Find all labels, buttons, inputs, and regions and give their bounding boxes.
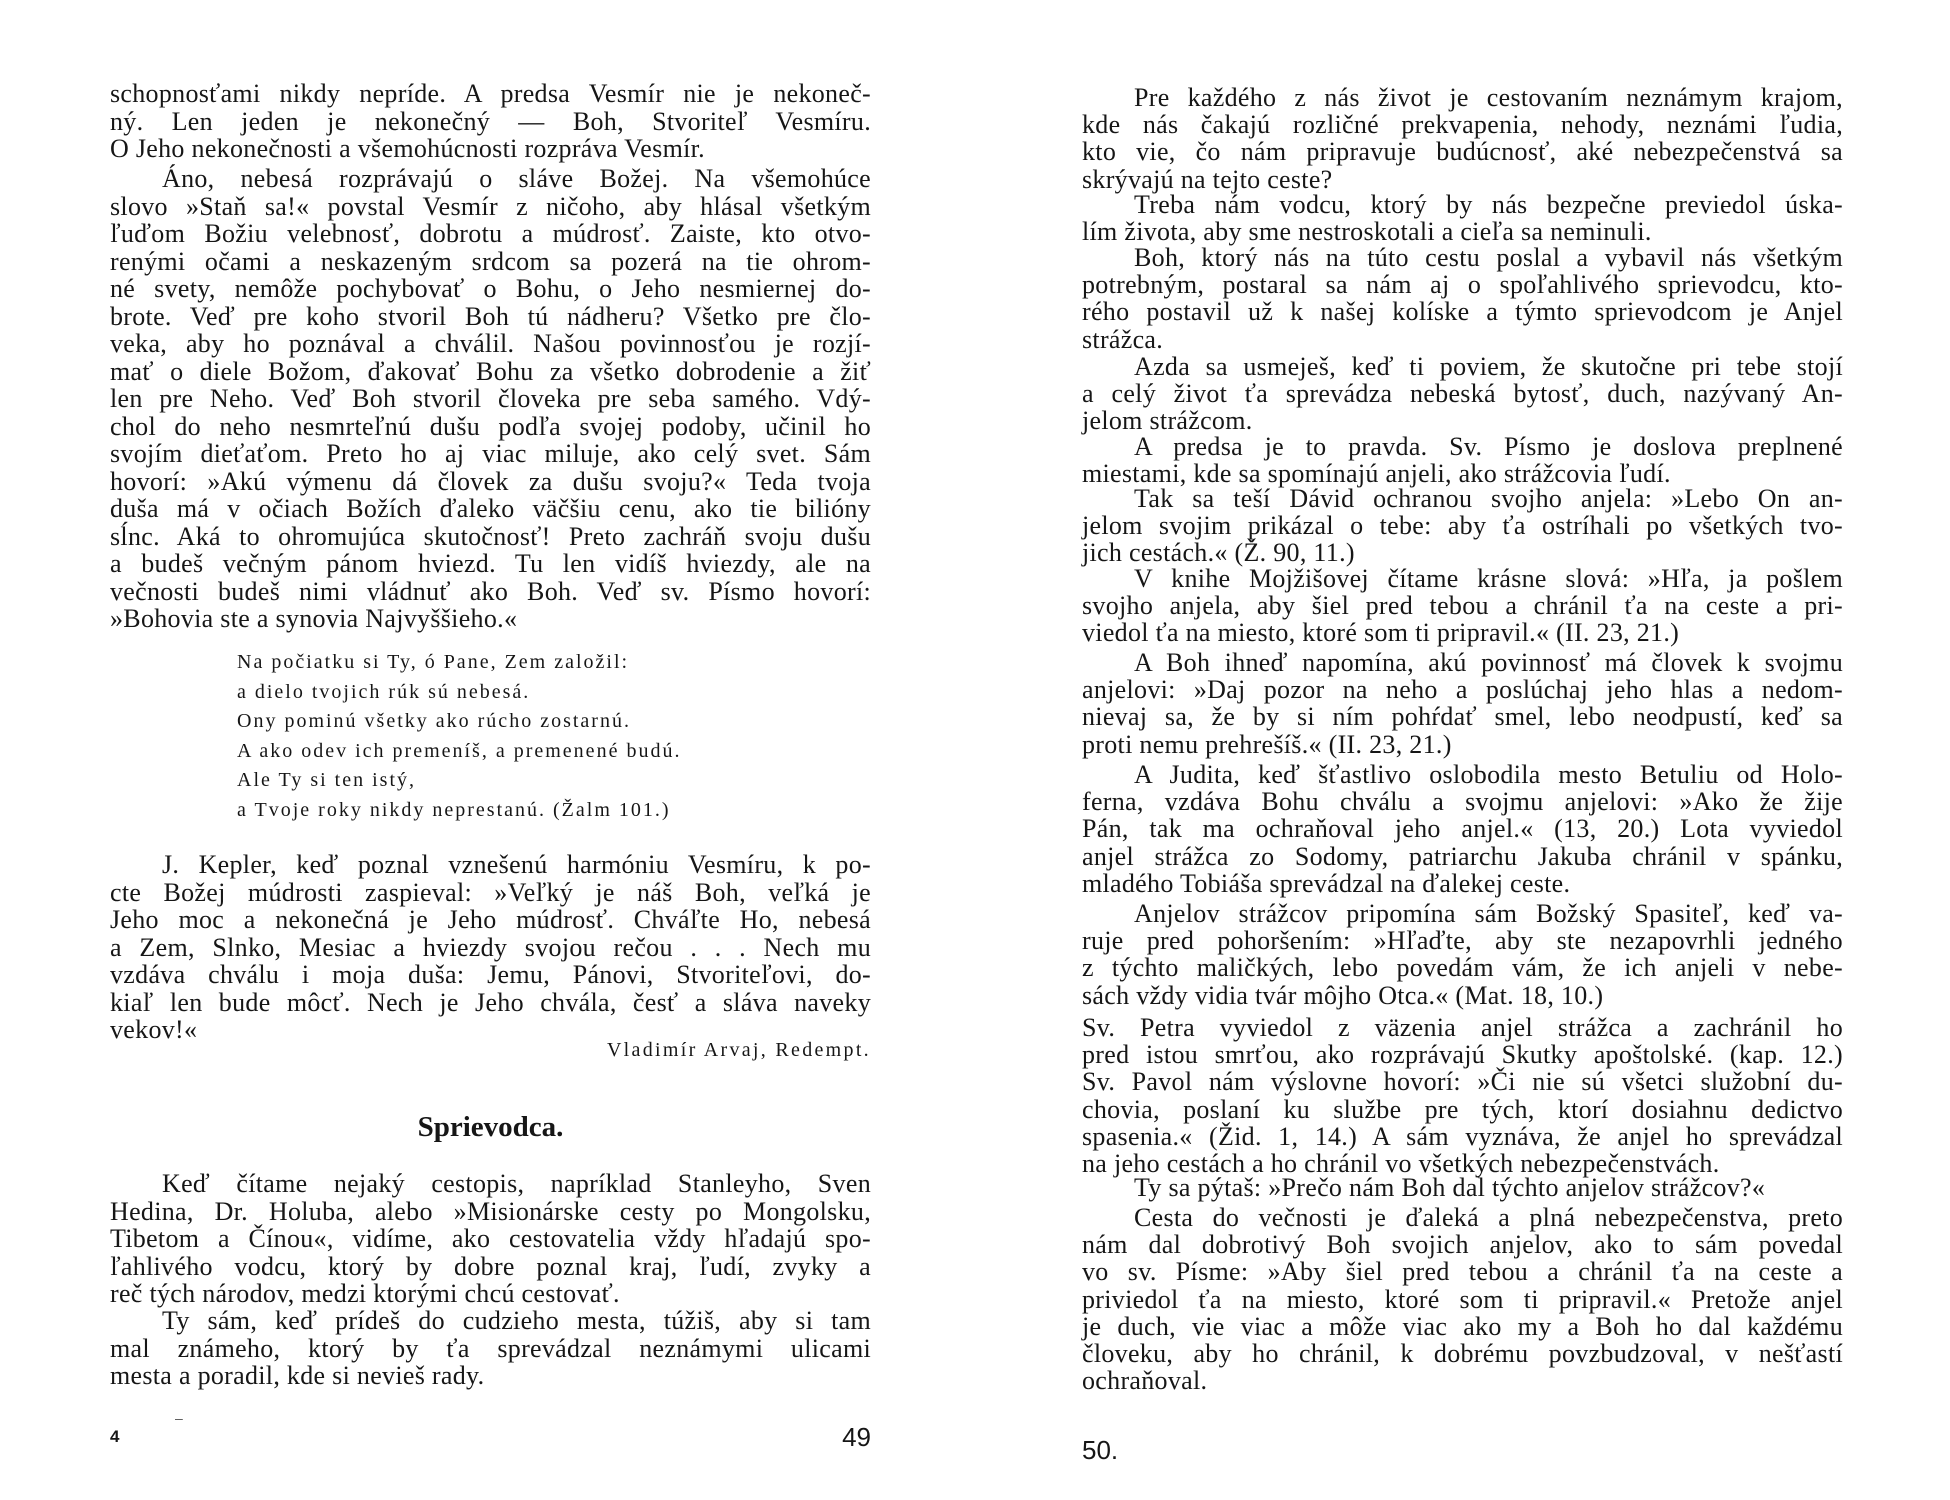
paragraph [1082, 1014, 1843, 1177]
text-line: Ty sa pýtaš: »Prečo nám Boh dal týchto anjelov strážcov?« [1134, 1173, 1766, 1202]
text-line: reč tých národov, medzi ktorými chcú cestovať. [110, 1279, 620, 1308]
text-line: ľahlivého vodcu, ktorý by dobre poznal kraj, ľudí, zvyky a [110, 1251, 871, 1281]
text-line: kto vie, čo nám pripravuje budúcnosť, aké nebezpečenstvá sa [1082, 137, 1843, 167]
text-line: skrývajú na tejto ceste? [1082, 164, 1333, 194]
text-line: a celý život ťa sprevádza nebeská bytosť, duch, nazývaný An- [1082, 379, 1843, 409]
text-line: Boh, ktorý nás na túto cestu poslal a vybavil nás všetkým [1134, 243, 1843, 272]
text-line: duša má v očiach Božích ďaleko väčšiu cenu, ako tie bilióny [110, 494, 871, 523]
text-line: Sv. Petra vyviedol z väzenia anjel strážca a zachránil ho [1082, 1013, 1843, 1042]
text-line: Tibetom a Čínou«, vidíme, ako cestovatelia vždy hľadajú spo- [110, 1224, 871, 1253]
right-page [975, 0, 1950, 1500]
text-line: miestami, kde sa spomínajú anjeli, ako strážcovia ľudí. [1082, 459, 1671, 489]
text-line: Pre každého z nás život je cestovaním neznámym krajom, [1134, 83, 1843, 112]
text-line: vo sv. Písme: »Aby šiel pred tebou a chránil ťa na ceste a [1082, 1257, 1843, 1287]
text-line: chovia, poslaní ku službe pre tých, ktorí dosiahnu dedictvo [1082, 1094, 1843, 1124]
text-line: jelom strážcom. [1082, 406, 1253, 436]
text-line: vzdáva chválu i moja duša: Jemu, Pánovi, Stvoriteľovi, do- [110, 960, 871, 989]
paragraph [1082, 565, 1843, 647]
text-line: ľuďom Božiu velebnosť, dobrotu a múdrosť. Zaiste, kto otvo- [110, 219, 871, 248]
text-line: Treba nám vodcu, ktorý by nás bezpečne previedol úska- [1134, 190, 1843, 219]
text-line: A predsa je to pravda. Sv. Písmo je doslova preplnené [1134, 432, 1843, 461]
text-line: a budeš večným pánom hviezd. Tu len vidíš hviezdy, ale na [110, 549, 871, 578]
poem-line: a dielo tvojich rúk sú nebesá. [237, 680, 531, 703]
text-line: kiaľ len bude môcť. Nech je Jeho chvála, česť a sláva naveky [110, 987, 871, 1017]
text-line: veka, aby ho poznával a chválil. Našou povinnosťou je rozjí- [110, 329, 871, 358]
paragraph [1082, 485, 1843, 567]
paragraph [1082, 1204, 1843, 1394]
text-line: »Bohovia ste a synovia Najvyššieho.« [110, 604, 518, 633]
text-line: kde nás čakajú rozličné prekvapenia, nehody, neznámi ľudia, [1082, 110, 1843, 140]
paragraph [110, 165, 871, 633]
text-line: cte Božej múdrosti zaspieval: »Veľký je náš Boh, veľká je [110, 877, 871, 907]
text-line: mať o diele Božom, ďakovať Bohu za všetko dobrodenie a žiť [110, 356, 871, 386]
text-line: večnosti budeš nimi vládnuť ako Boh. Veď sv. Písmo hovorí: [110, 576, 871, 606]
paragraph [110, 80, 871, 163]
text-line: nám dal dobrotivý Boh svojich anjelov, ako to sám povedal [1082, 1230, 1843, 1260]
text-line: schopnosťami nikdy nepríde. A predsa Vesmír nie je nekoneč- [110, 79, 871, 108]
text-line: jich cestách.« (Ž. 90, 11.) [1082, 538, 1355, 568]
text-line: Cesta do večnosti je ďaleká a plná nebezpečenstva, preto [1134, 1203, 1843, 1232]
text-line: Hedina, Dr. Holuba, alebo »Misionárske cesty po Mongolsku, [110, 1196, 871, 1226]
text-line: Azda sa usmeješ, keď ti poviem, že skutočne pri tebe stojí [1134, 352, 1843, 381]
poem-line: A ako odev ich premeníš, a premenené budú. [237, 739, 682, 762]
text-line: renými očami a neskazeným srdcom sa pozerá na tie ohrom- [110, 246, 871, 276]
text-line: brote. Veď pre koho stvoril Boh tú nádheru? Všetko pre člo- [110, 301, 871, 331]
text-line: jelom svojim prikázal o tebe: aby ťa ostríhali po všetkých tvo- [1082, 511, 1843, 541]
text-line: ný. Len jeden je nekonečný — Boh, Stvoriteľ Vesmíru. [110, 106, 871, 136]
paragraph [1082, 84, 1843, 193]
text-line: a Zem, Slnko, Mesiac a hviezdy svojou rečou . . . Nech mu [110, 932, 871, 962]
text-line: hovorí: »Akú výmenu dá človek za dušu svoju?« Teda tvoja [110, 466, 871, 496]
text-line: O Jeho nekonečnosti a všemohúcnosti rozpráva Vesmír. [110, 134, 705, 163]
text-line: na jeho cestách a ho chránil vo všetkých nebezpečenstvách. [1082, 1149, 1720, 1179]
text-line: Tak sa teší Dávid ochranou svojho anjela: »Lebo On an- [1134, 484, 1843, 513]
text-line: Áno, nebesá rozprávajú o sláve Božej. Na všemohúce [162, 164, 871, 193]
text-line: svojím dieťaťom. Preto ho aj viac miluje, ako celý svet. Sám [110, 439, 871, 468]
text-line: Anjelov strážcov pripomína sám Božský Spasiteľ, keď va- [1134, 899, 1843, 928]
text-line: V knihe Mojžišovej čítame krásne slová: »Hľa, ja pošlem [1134, 564, 1843, 593]
text-line: chol do neho nesmrteľnú dušu podľa svojej podoby, učinil ho [110, 411, 871, 441]
text-line: sách vždy vidia tvár môjho Otca.« (Mat. 18, 10.) [1082, 980, 1604, 1010]
paragraph [1082, 244, 1843, 353]
text-line: spasenia.« (Žid. 1, 14.) A sám vyznáva, že anjel ho sprevádzal [1082, 1121, 1843, 1151]
paragraph [1082, 433, 1843, 487]
text-line: proti nemu prehrešíš.« (II. 23, 21.) [1082, 729, 1452, 759]
signature-mark: 4 [110, 1427, 120, 1446]
paragraph [1082, 900, 1843, 1009]
text-line: mal známeho, ktorý by ťa sprevádzal neznámymi ulicami [110, 1333, 871, 1363]
text-line: Sv. Pavol nám výslovne hovorí: »Či nie sú všetci služobní du- [1082, 1067, 1843, 1097]
text-line: Ty sám, keď prídeš do cudzieho mesta, túžiš, aby si tam [162, 1306, 871, 1335]
poem-line: Na počiatku si Ty, ó Pane, Zem založil: [237, 651, 630, 673]
text-line: né svety, nemôže pochybovať o Bohu, o Jeho nesmiernej do- [110, 274, 871, 303]
text-line: A Judita, keď šťastlivo oslobodila mesto Betuliu od Holo- [1134, 760, 1843, 789]
text-line: slovo »Staň sa!« povstal Vesmír z ničoho, aby hlásal všetkým [110, 191, 871, 221]
text-line: anjelovi: »Daj pozor na neho a poslúchaj jeho hlas a nedom- [1082, 675, 1843, 705]
text-line: Keď čítame nejaký cestopis, napríklad Stanleyho, Sven [162, 1169, 871, 1198]
text-line: človeku, aby ho chránil, k dobrému povzbudzoval, v nešťastí [1082, 1339, 1843, 1369]
text-line: nievaj sa, že by si ním pohŕdať smel, lebo neodpustí, keď sa [1082, 702, 1843, 732]
text-line: priviedol ťa na miesto, ktoré som ti pripravil.« Pretože anjel [1082, 1284, 1843, 1314]
text-line: ruje pred pohoršením: »Hľaďte, aby ste nezapovrhli jedného [1082, 926, 1843, 956]
section-title: Sprievodca. [417, 1111, 564, 1143]
paragraph [110, 1170, 871, 1308]
paragraph [1082, 649, 1843, 758]
page-number: 50. [1082, 1435, 1119, 1465]
author-signature: Vladimír Arvaj, Redempt. [606, 1039, 871, 1061]
page-number: 49 [842, 1422, 871, 1452]
text-line: anjel strážca zo Sodomy, patriarchu Jakuba chránil v spánku, [1082, 841, 1843, 871]
text-line: rého postavil už k našej kolíske a týmto sprievodcom je Anjel [1082, 297, 1843, 327]
paragraph [1082, 1174, 1843, 1201]
text-line: A Boh ihneď napomína, akú povinnosť má človek k svojmu [1134, 648, 1843, 677]
text-line: pred istou smrťou, ako rozprávajú Skutky apoštolské. (kap. 12.) [1082, 1040, 1843, 1070]
text-line: J. Kepler, keď poznal vznešenú harmóniu Vesmíru, k po- [162, 850, 871, 879]
text-line: mladého Tobiáša sprevádzal na ďalekej ceste. [1082, 868, 1571, 898]
text-line: Pán, tak ma ochraňoval jeho anjel.« (13, 20.) Lota vyviedol [1082, 814, 1843, 844]
text-line: ferna, vzdáva Bohu chválu a svojmu anjelovi: »Ako že žije [1082, 787, 1843, 817]
poem-line: Ony pominú všetky ako rúcho zostarnú. [237, 710, 631, 732]
paragraph [1082, 761, 1843, 897]
text-line: sĺnc. Aká to ohromujúca skutočnosť! Preto zachráň svoju dušu [110, 521, 871, 551]
text-line: len pre Neho. Veď Boh stvoril človeka pre seba samého. Vdý- [110, 384, 871, 413]
text-line: mesta a poradil, kde si nevieš rady. [110, 1361, 485, 1390]
text-line: strážca. [1082, 324, 1164, 354]
text-line: Jeho moc a nekonečná je Jeho múdrosť. Chváľte Ho, nebesá [110, 905, 871, 934]
text-line: lím života, aby sme nestroskotali a cieľa sa neminuli. [1082, 217, 1652, 247]
text-line: ochraňoval. [1082, 1366, 1208, 1396]
text-line: svojho anjela, aby šiel pred tebou a chránil ťa na ceste a pri- [1082, 591, 1843, 621]
poem-line: a Tvoje roky nikdy neprestanú. (Žalm 101.) [237, 798, 671, 821]
text-line: vekov!« [110, 1015, 198, 1044]
paragraph [110, 1307, 871, 1390]
psalm-quote [237, 648, 837, 825]
paragraph [110, 851, 871, 1044]
text-line: potrebným, postaral sa nám aj o spoľahlivého sprievodcu, kto- [1082, 270, 1843, 300]
text-line: je duch, vie viac a môže viac ako my a Boh ho dal každému [1082, 1311, 1843, 1341]
printer-mark: – [175, 1410, 183, 1426]
poem-line: Ale Ty si ten istý, [237, 769, 417, 791]
paragraph [1082, 353, 1843, 435]
paragraph [1082, 191, 1843, 245]
text-line: viedol ťa na miesto, ktoré som ti pripravil.« (II. 23, 21.) [1082, 618, 1680, 648]
text-line: z týchto maličkých, lebo povedám vám, že ich anjeli v nebe- [1082, 953, 1843, 983]
